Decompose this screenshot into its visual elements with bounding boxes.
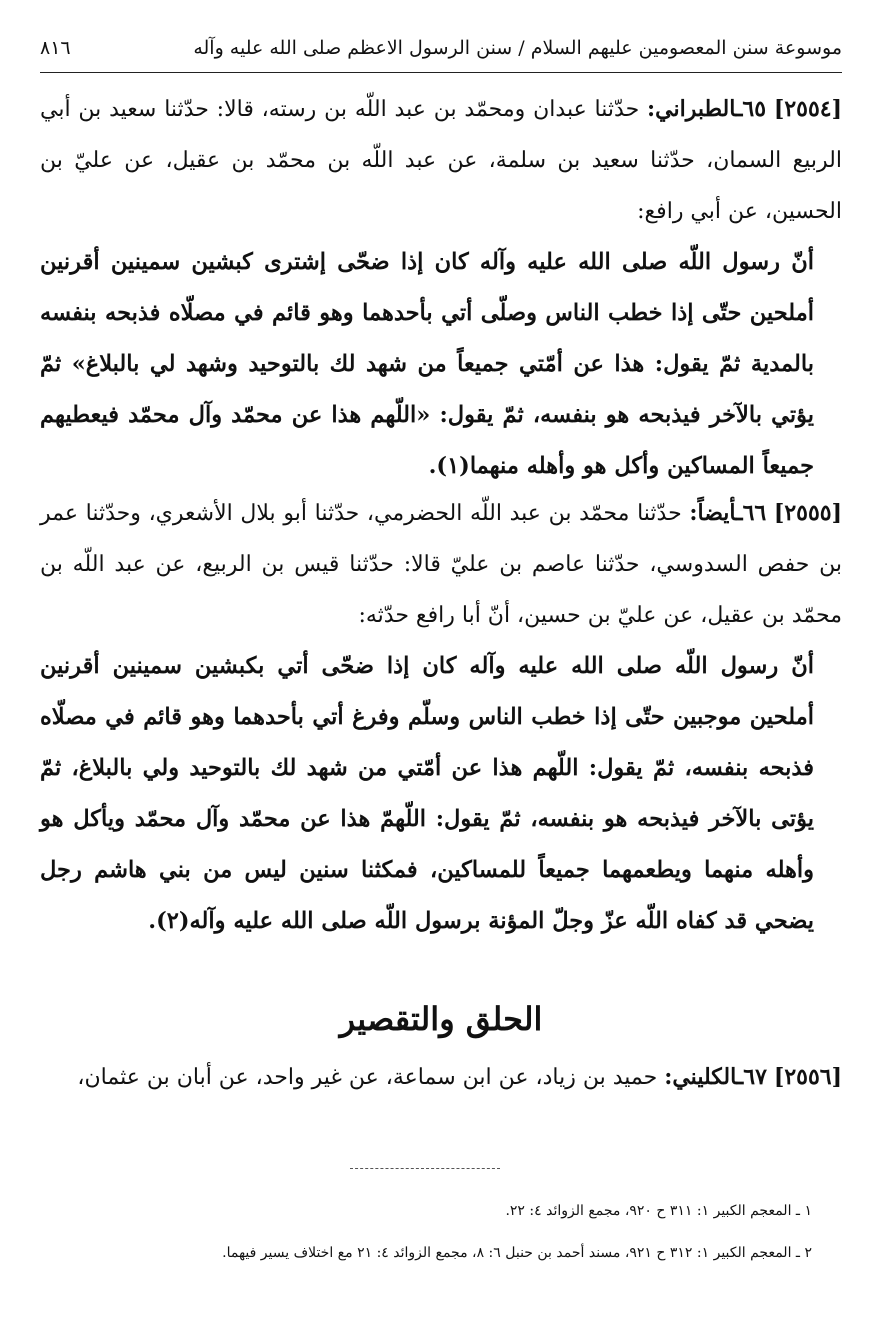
hadith-number: [٢٥٥٤] [773,96,842,122]
footnote-2: ٢ ـ المعجم الكبير ١: ٣١٢ ح ٩٢١، مسند أحمد بن حنبل ٦: ٨، مجمع الزوائد ٤: ٢١ مع اختلاف يسير فيهما. [222,1245,812,1261]
header-rule [40,72,842,73]
footnote-divider [350,1168,500,1169]
hadith-chain-text: حميد بن زياد، عن ابن سماعة، عن غير واحد، عن أبان بن عثمان، [77,1065,658,1090]
hadith-2554 [40,84,842,492]
hadith-2556 [40,1052,842,1103]
hadith-chain [40,488,842,641]
hadith-matn: أنّ رسول اللّه صلى الله عليه وآله كان إذا ضحّى أتي بكبشين سمينين أقرنين أملحين موجبين حتّى إذا خطب الناس وسلّم وفرغ أتي بأحدهما وهو قائم في مصلّاه فذبحه بنفسه، ثمّ يقول: اللّهم هذا عن أمّتي من شهد لك بالتوحيد ولي بالبلاغ، ثمّ يؤتى بالآخر فيذبحه هو بنفسه، ثمّ يقول: اللّهمّ هذا عن محمّد وآل محمّد ويأكل هو وأهله منهما ويطعمهما جميعاً للمساكين، فمكثنا سنين ليس من بني هاشم رجل يضحي قد كفاه اللّه عزّ وجلّ المؤنة برسول اللّه صلى الله عليه وآله(٢). [40,653,814,934]
page-number: ٨١٦ [40,37,71,59]
hadith-source: ٦٦ـأيضاً: [689,500,767,526]
section-title: الحلق والتقصير [339,1000,543,1038]
hadith-chain [40,1052,842,1103]
hadith-chain-text: حدّثنا محمّد بن عبد اللّه الحضرمي، حدّثنا أبو بلال الأشعري، وحدّثنا عمر بن حفص السدوسي، حدّثنا عاصم بن عليّ قالا: حدّثنا قيس بن الربيع، عن عبد اللّه بن محمّد بن عقيل، عن عليّ بن حسين، أنّ أبا رافع حدّثه: [40,501,842,628]
hadith-chain-text: حدّثنا عبدان ومحمّد بن عبد اللّه بن رسته، قالا: حدّثنا سعيد بن أبي الربيع السمان، حدّثنا سعيد بن سلمة، عن عبد اللّه بن محمّد بن عقيل، عن عليّ بن الحسين، عن أبي رافع: [40,97,842,224]
hadith-source: ٦٧ـالكليني: [664,1064,767,1090]
hadith-source: ٦٥ـالطبراني: [647,96,767,122]
running-header [40,30,842,66]
running-header-title: موسوعة سنن المعصومين عليهم السلام / سنن الرسول الاعظم صلى الله عليه وآله [193,37,842,59]
footnotes [40,1190,842,1274]
footnote-1: ١ ـ المعجم الكبير ١: ٣١١ ح ٩٢٠، مجمع الزوائد ٤: ٢٢. [505,1203,812,1219]
hadith-number: [٢٥٥٦] [773,1064,842,1090]
hadith-2555 [40,488,842,947]
hadith-chain [40,84,842,237]
hadith-matn: أنّ رسول اللّه صلى الله عليه وآله كان إذا ضحّى إشترى كبشين سمينين أقرنين أملحين حتّى إذا خطب الناس وصلّى أتي بأحدهما وهو قائم في مصلّاه فذبحه بنفسه بالمدية ثمّ يقول: هذا عن أمّتي جميعاً من شهد لك بالتوحيد وشهد لي بالبلاغ» ثمّ يؤتي بالآخر فيذبحه هو بنفسه، ثمّ يقول: «اللّهم هذا عن محمّد وآل محمّد فيعطيهم جميعاً المساكين وأكل هو وأهله منهما(١). [40,249,814,479]
hadith-number: [٢٥٥٥] [773,500,843,526]
